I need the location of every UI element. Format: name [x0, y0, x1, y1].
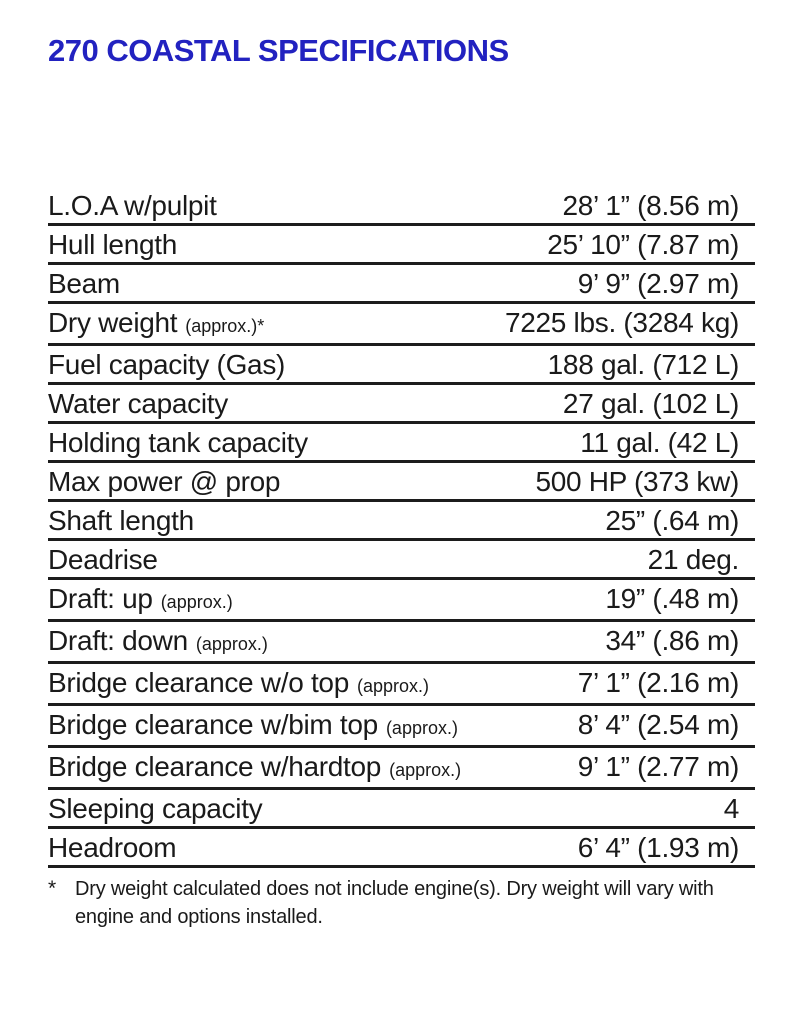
spec-label: Fuel capacity (Gas) [48, 349, 286, 380]
spec-row-shaft-length [48, 506, 755, 541]
spec-value: 500 HP (373 kw) [535, 466, 739, 497]
spec-label: Shaft length [48, 505, 194, 536]
spec-value: 11 gal. (42 L) [580, 427, 739, 458]
spec-label: Water capacity [48, 388, 228, 419]
spec-label: Beam [48, 268, 120, 299]
spec-row-bridge-clearance-hardtop [48, 752, 755, 790]
page-title: 270 COASTAL SPECIFICATIONS [48, 33, 509, 68]
spec-row-draft-up [48, 584, 755, 622]
spec-row-loa [48, 191, 755, 226]
spec-row-deadrise [48, 545, 755, 580]
spec-row-bridge-clearance-bim-top [48, 710, 755, 748]
spec-row-dry-weight [48, 308, 755, 346]
spec-value: 9’ 1” (2.77 m) [577, 751, 739, 782]
spec-row-beam [48, 269, 755, 304]
spec-label: Hull length [48, 229, 178, 260]
spec-note: (approx.) [385, 718, 458, 738]
spec-row-sleeping-capacity [48, 794, 755, 829]
spec-value: 28’ 1” (8.56 m) [562, 190, 739, 221]
spec-label: Dry weight [48, 307, 178, 338]
spec-row-draft-down [48, 626, 755, 664]
spec-value: 7’ 1” (2.16 m) [577, 667, 739, 698]
spec-label: Bridge clearance w/hardtop [48, 751, 382, 782]
spec-value: 7225 lbs. (3284 kg) [504, 307, 739, 338]
footnote-text: Dry weight calculated does not include engine(s). Dry weight will vary with engine and options installed. [75, 878, 714, 928]
spec-note: (approx.) [389, 760, 462, 780]
spec-value: 34” (.86 m) [605, 625, 739, 656]
spec-label: Headroom [48, 832, 177, 863]
spec-row-bridge-clearance-wo-top [48, 668, 755, 706]
spec-value: 21 deg. [647, 544, 739, 575]
spec-note: (approx.)* [185, 316, 265, 336]
spec-label: Deadrise [48, 544, 158, 575]
spec-value: 27 gal. (102 L) [562, 388, 739, 419]
spec-value: 188 gal. (712 L) [547, 349, 739, 380]
spec-label: Sleeping capacity [48, 793, 263, 824]
spec-value: 4 [723, 793, 739, 824]
spec-note: (approx.) [195, 634, 268, 654]
spec-label: Bridge clearance w/o top [48, 667, 349, 698]
spec-label: Max power @ prop [48, 466, 281, 497]
spec-row-max-power [48, 467, 755, 502]
spec-value: 9’ 9” (2.97 m) [577, 268, 739, 299]
spec-note: (approx.) [160, 592, 233, 612]
spec-value: 8’ 4” (2.54 m) [577, 709, 739, 740]
spec-value: 6’ 4” (1.93 m) [577, 832, 739, 863]
spec-note: (approx.) [356, 676, 430, 696]
spec-row-fuel-capacity [48, 350, 755, 385]
spec-label: L.O.A w/pulpit [48, 190, 217, 221]
spec-row-water-capacity [48, 389, 755, 424]
spec-value: 25” (.64 m) [605, 505, 739, 536]
footnote [48, 875, 755, 931]
spec-label: Draft: up [48, 583, 153, 614]
spec-value: 25’ 10” (7.87 m) [547, 229, 739, 260]
spec-label: Holding tank capacity [48, 427, 308, 458]
spec-row-hull-length [48, 230, 755, 265]
spec-table [48, 191, 755, 868]
spec-label: Draft: down [48, 625, 188, 656]
spec-row-holding-tank [48, 428, 755, 463]
footnote-asterisk: * [48, 877, 56, 900]
spec-row-headroom [48, 833, 755, 868]
spec-label: Bridge clearance w/bim top [48, 709, 378, 740]
spec-value: 19” (.48 m) [605, 583, 739, 614]
